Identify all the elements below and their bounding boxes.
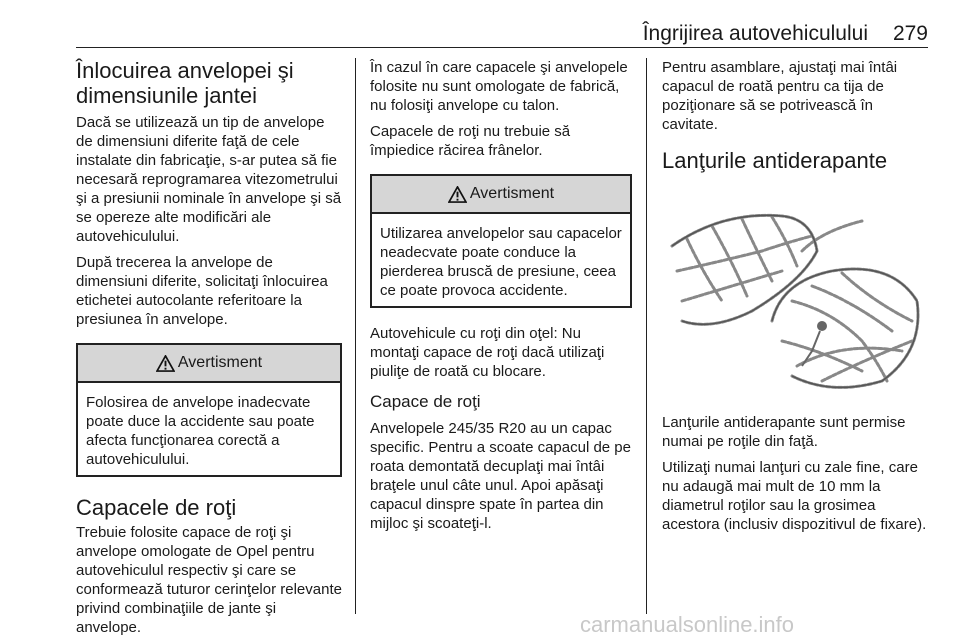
column-1 bbox=[76, 58, 342, 642]
warning-title: Avertisment bbox=[469, 185, 555, 202]
warning-triangle-icon bbox=[448, 186, 467, 203]
paragraph: Trebuie folosite capace de roţi şi anvelope omologate de Opel pentru autovehiculul respectiv şi care se conformează tuturor cerinţelor relevante privind combinaţiile de jante şi anvelope. bbox=[76, 524, 342, 636]
warning-triangle-icon bbox=[156, 355, 175, 372]
chapter-title: Îngrijirea autovehiculului bbox=[642, 22, 868, 45]
section-heading: Capacele de roţi bbox=[76, 495, 237, 520]
column-2 bbox=[370, 58, 632, 540]
paragraph: În cazul în care capacele şi anvelopele folosite nu sunt omologate de fabrică, nu folosiţi anvelope cu talon. bbox=[370, 59, 628, 114]
paragraph: Lanţurile antiderapante sunt permise numai pe roţile din faţă. bbox=[662, 414, 906, 450]
column-divider bbox=[355, 58, 356, 614]
page-header bbox=[76, 20, 928, 48]
snow-chains-illustration bbox=[662, 191, 928, 401]
warning-header bbox=[372, 176, 630, 214]
warning-box bbox=[76, 343, 342, 477]
warning-text: Utilizarea anvelopelor sau capacelor neadecvate poate conduce la pierderea bruscă de presiune, ceea ce poate provoca accidente. bbox=[380, 225, 622, 299]
warning-header bbox=[78, 345, 340, 383]
section-heading: Înlocuirea anvelopei şi dimensiunile jantei bbox=[76, 58, 294, 108]
section-heading: Lanţurile antiderapante bbox=[662, 148, 888, 173]
paragraph: Utilizaţi numai lanţuri cu zale fine, care nu adaugă mai mult de 10 mm la diametrul roţilor sau la grosimea acestora (inclusiv dispozitivul de fixare). bbox=[662, 459, 927, 533]
paragraph: Capacele de roţi nu trebuie să împiedice răcirea frânelor. bbox=[370, 123, 571, 159]
paragraph: Dacă se utilizează un tip de anvelope de dimensiuni diferite faţă de cele instalate din fabricaţie, s-ar putea să fie necesară reprogramarea vitezometrului şi a presiunii nominale în anvelope şi să se opereze alte modificări ale autovehiculului. bbox=[76, 114, 342, 245]
paragraph: Autovehicule cu roţi din oţel: Nu montaţi capace de roţi dacă utilizaţi piuliţe de roată cu blocare. bbox=[370, 325, 605, 380]
warning-text: Folosirea de anvelope inadecvate poate duce la accidente sau poate afecta funcţionarea corectă a autovehiculului. bbox=[86, 394, 315, 468]
subsection-heading: Capace de roţi bbox=[370, 392, 481, 411]
column-3 bbox=[662, 58, 928, 541]
watermark: carmanualsonline.info bbox=[580, 612, 795, 637]
paragraph: Pentru asamblare, ajustaţi mai întâi capacul de roată pentru ca tija de poziţionare să se potrivească în cavitate. bbox=[662, 59, 898, 133]
snow-chains-image bbox=[662, 191, 928, 401]
column-divider bbox=[646, 58, 647, 614]
paragraph: După trecerea la anvelope de dimensiuni diferite, solicitaţi înlocuirea etichetei autocolante referitoare la presiunea în anvelope. bbox=[76, 254, 328, 328]
warning-title: Avertisment bbox=[177, 354, 263, 371]
page-number: 279 bbox=[892, 22, 928, 45]
paragraph: Anvelopele 245/35 R20 au un capac specific. Pentru a scoate capacul de pe roata demontată decuplaţi mai întâi braţele unul câte unul. Apoi apăsaţi capacul dinspre spate în partea din mijloc şi scoateţi-l. bbox=[370, 420, 631, 532]
warning-box bbox=[370, 174, 632, 308]
